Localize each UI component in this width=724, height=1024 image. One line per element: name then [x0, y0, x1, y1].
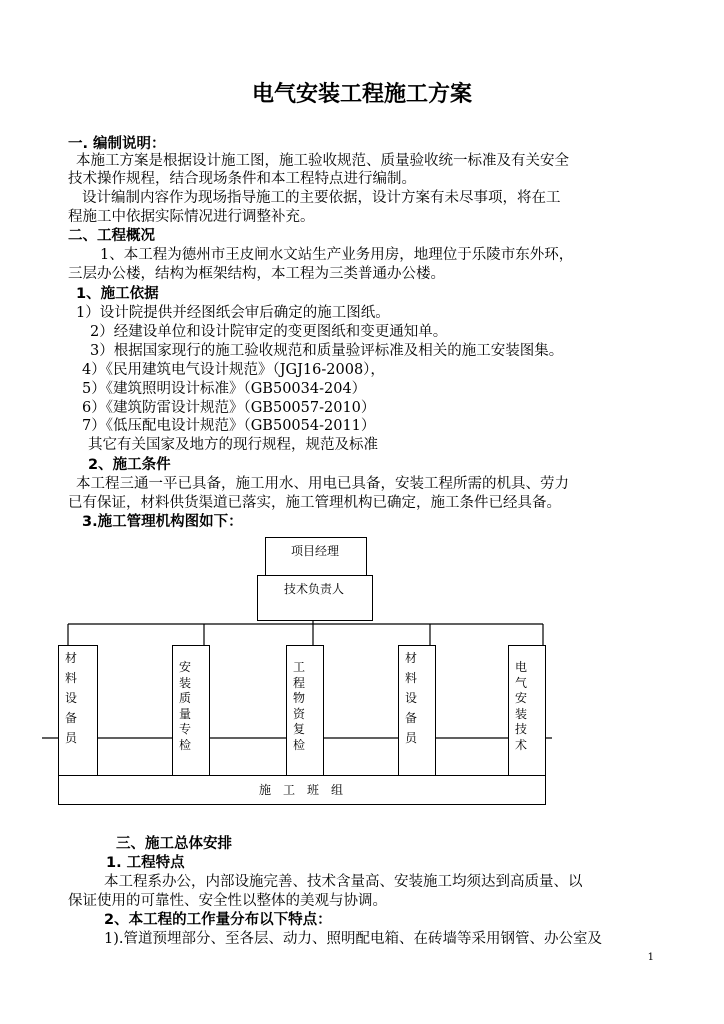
org-label-team: 施 工 班 组	[258, 783, 343, 797]
subheading: 2、本工程的工作量分布以下特点：	[104, 912, 332, 928]
page-title: 电气安装工程施工方案	[251, 82, 472, 107]
paragraph: 1).管道预埋部分、至各层、动力、照明配电箱、在砖墙等采用钢管、办公室及	[104, 931, 602, 947]
basis-item: 3）根据国家现行的施工验收规范和质量验评标准及相关的施工安装图集。	[90, 343, 564, 359]
paragraph: 设计编制内容作为现场指导施工的主要依据，设计方案有未尽事项，将在工	[82, 190, 561, 206]
page-number: 1	[647, 952, 654, 963]
paragraph: 三层办公楼，结构为框架结构，本工程为三类普通办公楼。	[68, 266, 445, 282]
basis-item: 其它有关国家及地方的现行规程，规范及标准	[88, 437, 378, 453]
conditions-heading: 2、施工条件	[88, 457, 171, 473]
section-2-heading: 二、工程概况	[68, 228, 155, 244]
basis-item: 4）《民用建筑电气设计规范》（JGJ16-2008），	[82, 362, 385, 378]
paragraph: 本工程系办公，内部设施完善、技术含量高、安装施工均须达到高质量、以	[104, 874, 583, 890]
paragraph: 1、本工程为德州市王皮闸水文站生产业务用房，地理位于乐陵市东外环，	[100, 247, 574, 263]
org-label-manager: 项目经理	[290, 544, 339, 558]
basis-item: 1）设计院提供并经图纸会审后确定的施工图纸。	[76, 305, 390, 321]
paragraph: 已有保证，材料供货渠道已落实，施工管理机构已确定，施工条件已经具备。	[68, 495, 561, 511]
paragraph: 技术操作规程，结合现场条件和本工程特点进行编制。	[68, 171, 416, 187]
subheading: 1. 工程特点	[106, 855, 185, 871]
paragraph: 本工程三通一平已具备，施工用水、用电已具备，安装工程所需的机具、劳力	[76, 476, 569, 492]
basis-item: 6）《建筑防雷设计规范》（GB50057-2010）	[82, 400, 376, 416]
org-chart-heading: 3.施工管理机构图如下：	[82, 514, 243, 530]
org-label-role: 材料设备员	[404, 651, 417, 745]
org-label-tech-lead: 技术负责人	[283, 582, 344, 596]
org-label-role: 安装质量专检	[178, 660, 191, 752]
paragraph: 程施工中依据实际情况进行调整补充。	[68, 209, 315, 225]
org-label-role: 电气安装技术	[514, 660, 527, 752]
paragraph: 保证使用的可靠性、安全性以整体的美观与协调。	[68, 893, 387, 909]
basis-item: 5）《建筑照明设计标准》（GB50034-204）	[82, 381, 367, 397]
basis-item: 2）经建设单位和设计院审定的变更图纸和变更通知单。	[90, 324, 448, 340]
paragraph: 本施工方案是根据设计施工图，施工验收规范、质量验收统一标准及有关安全	[76, 153, 569, 169]
org-label-role: 工程物资复检	[292, 660, 305, 752]
basis-item: 7）《低压配电设计规范》（GB50054-2011）	[82, 418, 376, 434]
org-label-role: 材料设备员	[64, 651, 77, 745]
section-3-heading: 三、施工总体安排	[116, 836, 232, 852]
section-1-heading: 一. 编制说明：	[68, 136, 166, 152]
basis-heading: 1、施工依据	[76, 286, 159, 302]
